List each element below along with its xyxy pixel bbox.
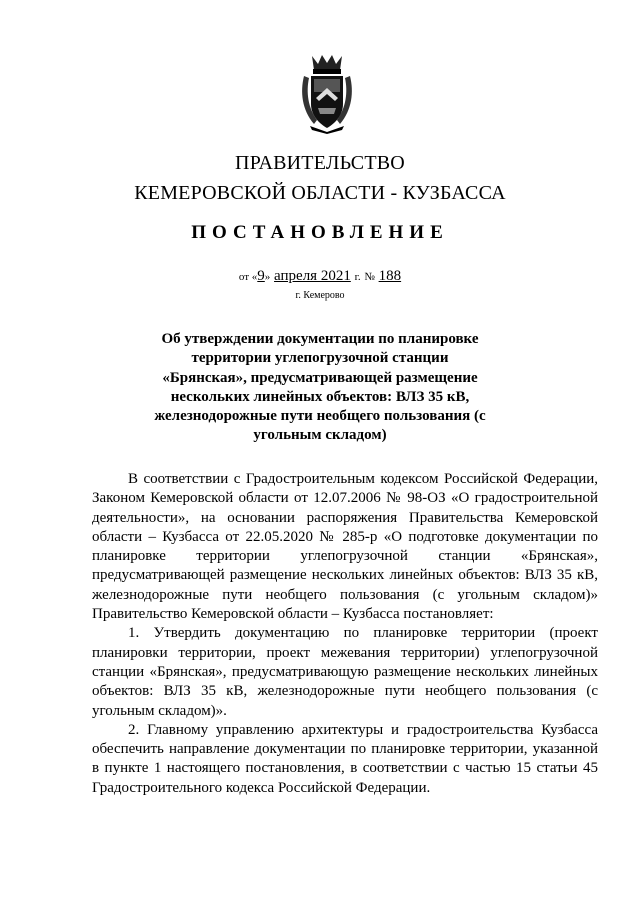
date-line <box>0 268 640 285</box>
number-sign: № <box>364 271 375 283</box>
document-body <box>92 470 598 798</box>
document-number: 188 <box>378 268 402 284</box>
date-month-year: апреля 2021 <box>274 268 351 284</box>
date-quote: » <box>264 271 271 283</box>
document-subject: Об утверждении документации по планировке территории углепогрузочной станции «Брянская», предусматривающей размещение нескольких линейных объектов: ВЛЗ 35 кВ, железнодорожные пути необщего пользования (с угольным складом) <box>154 331 486 444</box>
coat-of-arms-icon <box>298 52 356 134</box>
date-day: 9 <box>257 268 265 284</box>
government-name-line1: ПРАВИТЕЛЬСТВО <box>235 152 405 174</box>
paragraph-preamble: В соответствии с Градостроительным кодексом Российской Федерации, Законом Кемеровской области от 12.07.2006 № 98-ОЗ «О градостроительной деятельности», на основании распоряжения Правительства Кемеровской области – Кузбасса от 22.05.2020 № 285-р «О подготовке документации по планировке территории углепогрузочной станции «Брянская», предусматривающей размещение нескольких линейных объектов: ВЛЗ 35 кВ, железнодорожные пути необщего пользования (с угольным складом)» Правительство Кемеровской области – Кузбасса постановляет: <box>92 471 598 623</box>
government-name-line2: КЕМЕРОВСКОЙ ОБЛАСТИ - КУЗБАССА <box>134 182 506 204</box>
date-year-suffix: г. <box>354 271 361 283</box>
paragraph-item-2: 2. Главному управлению архитектуры и градостроительства Кузбасса обеспечить направление документации по планировке территории, указанной в пункте 1 настоящего постановления, в соответствии с частью 15 статьи 45 Градостроительного кодекса Российской Федерации. <box>92 721 598 796</box>
date-prefix: от « <box>238 271 258 283</box>
city-label: г. Кемерово <box>295 290 345 301</box>
document-title: ПОСТАНОВЛЕНИЕ <box>191 222 449 243</box>
paragraph-item-1: 1. Утвердить документацию по планировке территории (проект планировки территории, проект межевания территории) углепогрузочной станции «Брянская», предусматривающую размещение нескольких линейных объектов: ВЛЗ 35 кВ, железнодорожные пути необщего пользования (с угольным складом)». <box>92 625 598 719</box>
